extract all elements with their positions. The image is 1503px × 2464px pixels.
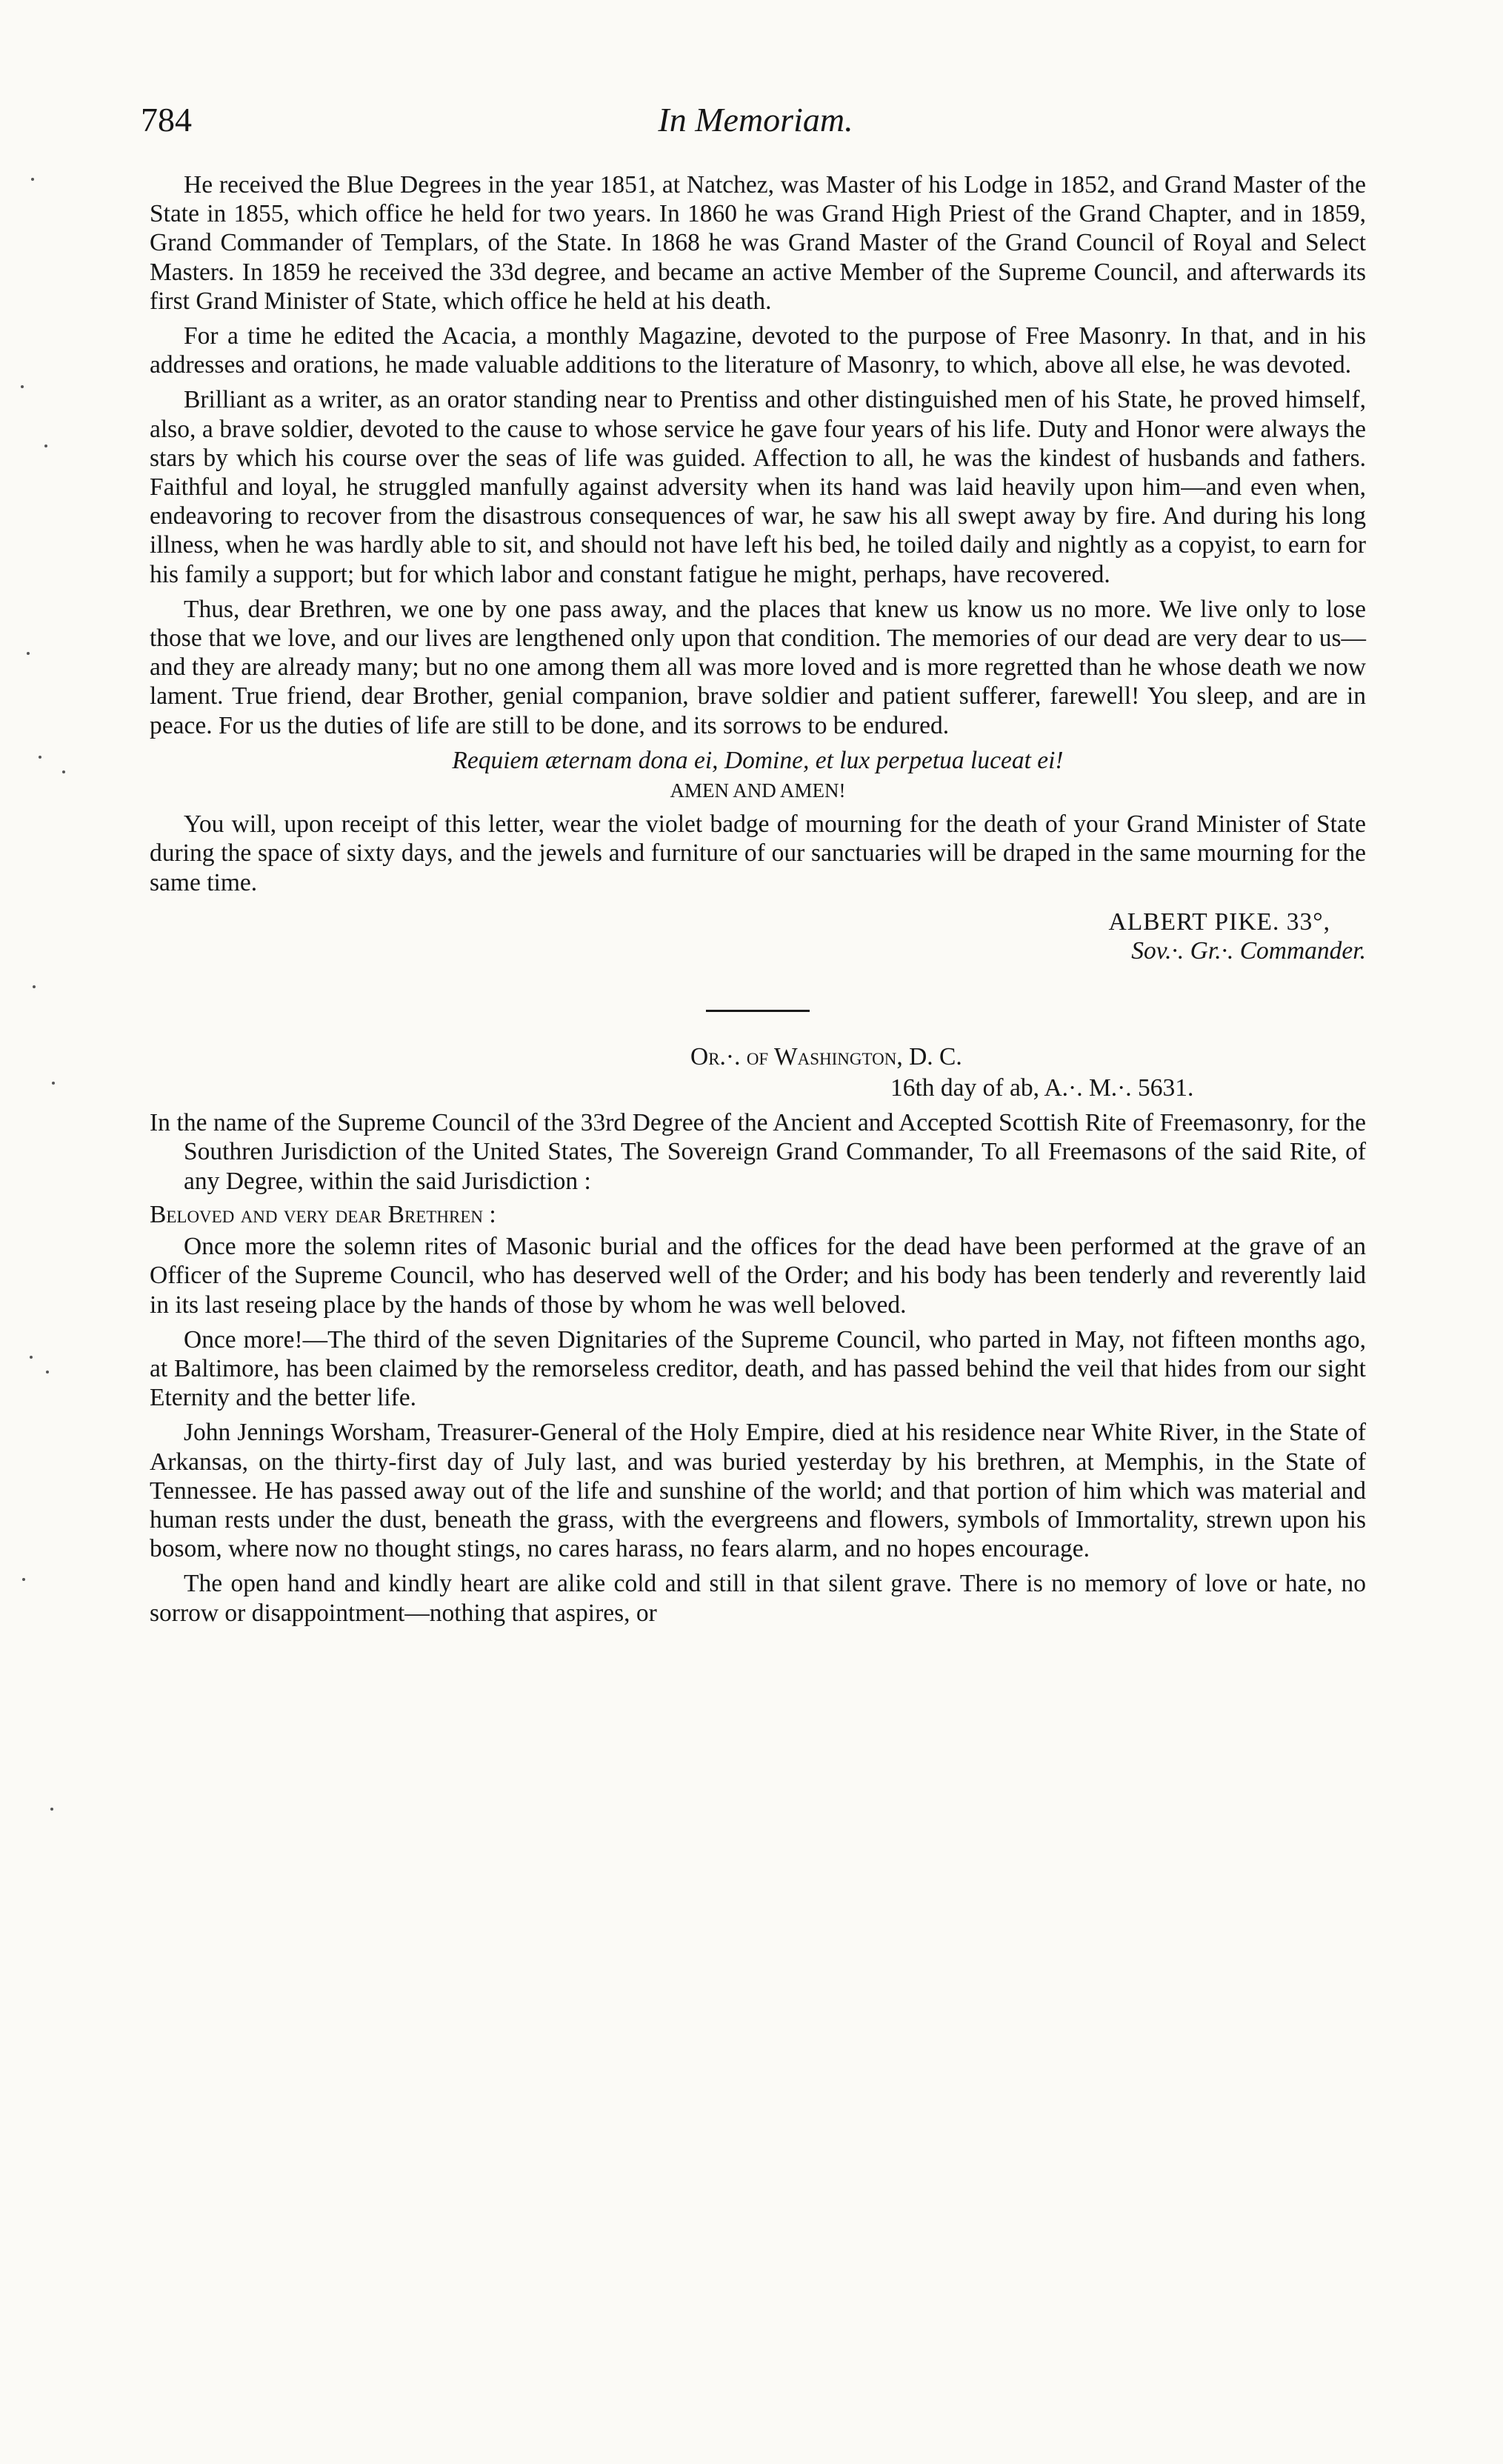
margin-speck [31, 178, 34, 181]
amen-line: AMEN AND AMEN! [670, 779, 846, 802]
margin-speck [62, 770, 65, 773]
section-divider [706, 1010, 810, 1012]
signature-title: Sov.·. Gr.·. Commander. [1131, 937, 1366, 965]
scan-margin-marks [0, 0, 81, 2464]
paragraph: Once more the solemn rites of Masonic burial and the offices for the dead have been performed at the grave of an Officer of the Supreme Council, who has deserved well of the Order; and his body has been tenderly and reverently laid in its last reseing place by the hands of those by whom he was well beloved. [150, 1233, 1366, 1319]
paragraph: Thus, dear Brethren, we one by one pass away, and the places that knew us know us no more. We live only to lose those that we love, and our lives are lengthened only upon that condition. The memories of our dead are very dear to us—and they are already many; but no one among them all was more loved and is more regretted than he whose death we now lament. True friend, dear Brother, genial companion, brave soldier and patient sufferer, farewell! You sleep, and are in peace. For us the duties of life are still to be done, and its sorrows to be endured. [150, 595, 1366, 739]
page-number: 784 [141, 101, 192, 139]
page-header [141, 100, 1370, 152]
signature-name: ALBERT PIKE. 33°, [1108, 908, 1330, 936]
address-block: In the name of the Supreme Council of the 33rd Degree of the Ancient and Accepted Scottish Rite of Freemasonry, for the Southren Jurisdiction of the United States, The Sovereign Grand Commander, To all Freemasons of the said Rite, of any Degree, within the said Jurisdiction : [150, 1109, 1366, 1195]
paragraph: He received the Blue Degrees in the year 1851, at Natchez, was Master of his Lodge in 1852, and Grand Master of the State in 1855, which office he held for two years. In 1860 he was Grand High Priest of the Grand Chapter, and in 1859, Grand Commander of Templars, of the State. In 1868 he was Grand Master of the Grand Council of Royal and Select Masters. In 1859 he received the 33d degree, and became an active Member of the Supreme Council, and afterwards its first Grand Minister of State, which office he held at his death. [150, 171, 1366, 315]
paragraph: Once more!—The third of the seven Dignitaries of the Supreme Council, who parted in May, not fifteen months ago, at Baltimore, has been claimed by the remorseless creditor, death, and has passed behind the veil that hides from our sight Eternity and the better life. [150, 1325, 1366, 1412]
dateline-place: Or.·. of Washington, D. C. [690, 1043, 962, 1071]
salutation: Beloved and very dear Brethren : [150, 1200, 496, 1228]
running-title: In Memoriam. [658, 101, 853, 139]
paragraph: Brilliant as a writer, as an orator standing near to Prentiss and other distinguished men of his State, he proved himself, also, a brave soldier, devoted to the cause to whose service he gave four years of his life. Duty and Honor were always the stars by which his course over the seas of life was guided. Affection to all, he was the kindest of husbands and fathers. Faithful and loyal, he struggled manfully against adversity when its hand was laid heavily upon him—and even when, endeavoring to recover from the disastrous consequences of war, he saw his all swept away by fire. And during his long illness, when he was hardly able to sit, and should not have left his bed, he toiled daily and nightly as a copyist, to earn for his family a support; but for which labor and constant fatigue he might, perhaps, have recovered. [150, 386, 1366, 588]
paragraph: John Jennings Worsham, Treasurer-General of the Holy Empire, died at his residence near White River, in the State of Arkansas, on the thirty-first day of July last, and was buried yesterday by his brethren, at Memphis, in the State of Tennessee. He has passed away out of the life and sunshine of the world; and that portion of him which was material and human rests under the dust, beneath the grass, with the evergreens and flowers, symbols of Immortality, strewn upon his bosom, where now no thought stings, no cares harass, no fears alarm, and no hopes encourage. [150, 1419, 1366, 1563]
article-body [150, 170, 1366, 1634]
margin-speck [33, 985, 36, 988]
margin-speck [27, 652, 30, 655]
margin-speck [52, 1082, 55, 1085]
dateline [690, 1042, 1366, 1104]
margin-speck [46, 1371, 49, 1373]
paragraph: For a time he edited the Acacia, a monthly Magazine, devoted to the purpose of Free Masonry. In that, and in his addresses and orations, he made valuable additions to the literature of Masonry, to which, above all else, he was devoted. [150, 322, 1366, 379]
margin-speck [21, 385, 24, 388]
requiem-line: Requiem æternam dona ei, Domine, et lux perpetua luceat ei! [452, 746, 1064, 774]
closing-paragraph: You will, upon receipt of this letter, wear the violet badge of mourning for the death of your Grand Minister of State during the space of sixty days, and the jewels and furniture of our sanctuaries will be draped in the same mourning for the same time. [150, 810, 1366, 896]
margin-speck [44, 444, 47, 447]
margin-speck [22, 1578, 25, 1581]
dateline-date: 16th day of ab, A.·. M.·. 5631. [890, 1074, 1194, 1102]
margin-speck [30, 1356, 33, 1359]
paragraph: The open hand and kindly heart are alike cold and still in that silent grave. There is no memory of love or hate, no sorrow or disappointment—nothing that aspires, or [150, 1570, 1366, 1627]
margin-speck [50, 1808, 53, 1811]
margin-speck [39, 756, 41, 759]
